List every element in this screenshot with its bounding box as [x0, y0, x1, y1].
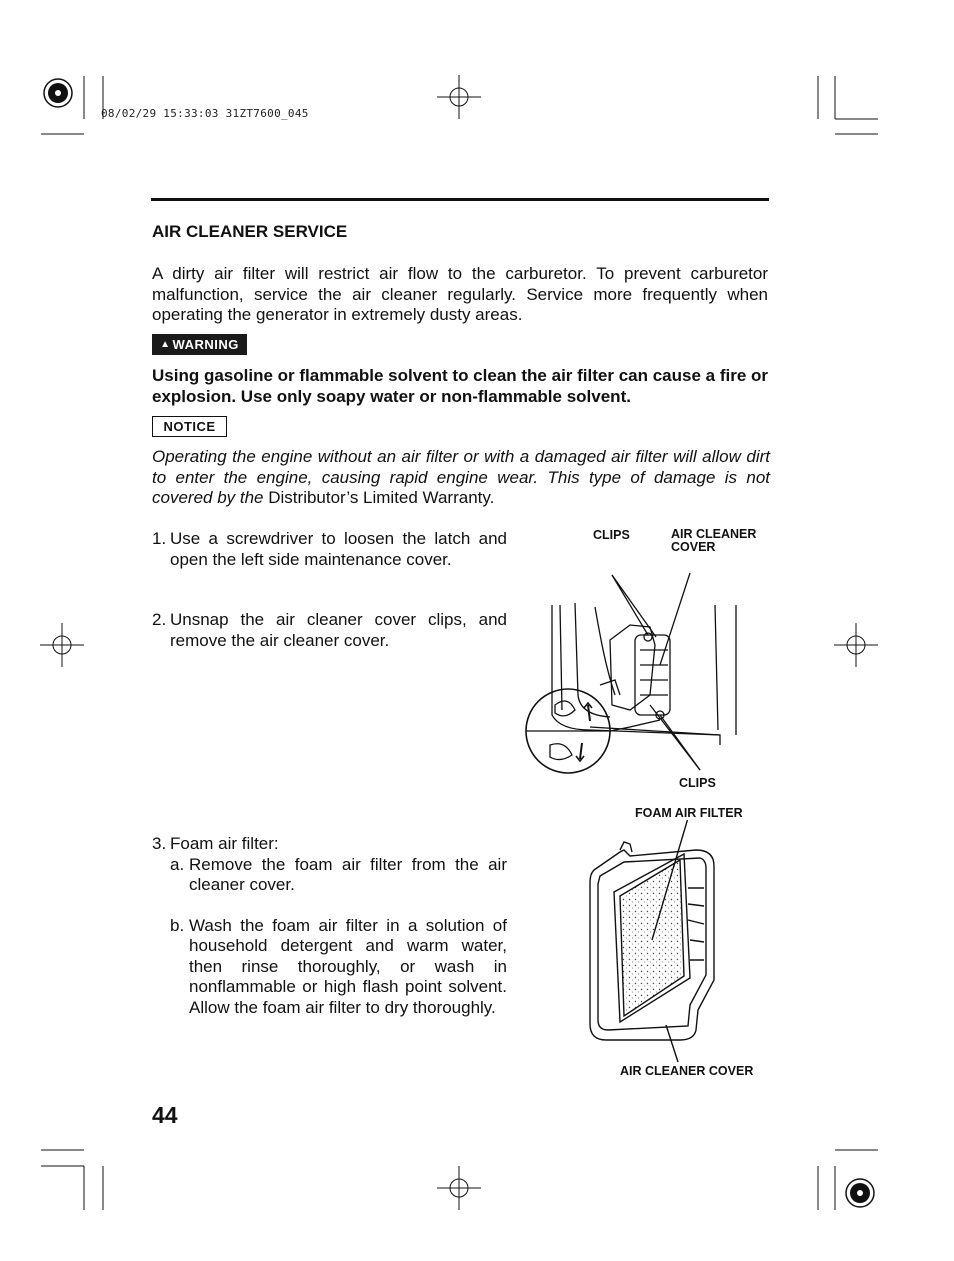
warning-badge [152, 334, 247, 355]
notice-roman: Distributor’s Limited Warranty. [268, 488, 495, 507]
step-text: Foam air filter: [170, 834, 279, 853]
print-stamp: 08/02/29 15:33:03 31ZT7600_045 [101, 107, 309, 120]
warning-triangle-icon: ▲ [160, 339, 171, 350]
crosshair-right [834, 623, 878, 667]
fig2-label-filter: FOAM AIR FILTER [635, 806, 743, 820]
substep-text: Wash the foam air filter in a solution of household detergent and warm water, then rinse thoroughly, or wash in nonflammable or high flash point solvent. Allow the foam air filter to dry thoroughly. [189, 915, 507, 1017]
fig1-label-clips-bottom: CLIPS [679, 776, 716, 790]
step-2 [152, 610, 507, 651]
starburst-top-left [44, 79, 72, 107]
notice-text [152, 447, 770, 509]
substep-letter: b. [170, 915, 185, 935]
section-title: AIR CLEANER SERVICE [152, 222, 348, 241]
substep-a [170, 855, 507, 896]
fig1-label-clips-top: CLIPS [593, 528, 630, 542]
warning-text: Using gasoline or flammable solvent to clean the air filter can cause a fire or explosion. Use only soapy water or non-flammable solvent. [152, 366, 768, 406]
header-rule [151, 198, 769, 201]
crosshair-top [437, 75, 481, 119]
step-number: 1. [152, 529, 167, 548]
notice-italic: Operating the engine without an air filter or with a damaged air filter will allow dirt to enter the engine, causing rapid engine wear. This type of damage is not covered by the [152, 447, 770, 507]
page-number: 44 [152, 1102, 178, 1128]
substep-letter: a. [170, 854, 185, 874]
step-3 [152, 834, 507, 1018]
crosshair-left [40, 623, 84, 667]
starburst-bottom-right [846, 1179, 874, 1207]
foam-air-filter-illustration [580, 820, 730, 1065]
step-number: 3. [152, 834, 167, 853]
step-text: Use a screwdriver to loosen the latch and open the left side maintenance cover. [170, 529, 507, 569]
substep-text: Remove the foam air filter from the air cleaner cover. [189, 854, 507, 894]
step-text: Unsnap the air cleaner cover clips, and remove the air cleaner cover. [170, 610, 507, 650]
notice-badge: NOTICE [152, 416, 227, 437]
warning-badge-label: WARNING [172, 337, 239, 352]
crosshair-bottom [437, 1166, 481, 1210]
step-1 [152, 529, 507, 570]
fig1-label-cover: AIR CLEANER COVER [671, 527, 757, 554]
substep-b [170, 916, 507, 1019]
fig2-label-cover: AIR CLEANER COVER [620, 1064, 754, 1078]
air-cleaner-clips-illustration [520, 545, 780, 780]
step-number: 2. [152, 610, 167, 629]
intro-paragraph: A dirty air filter will restrict air flow to the carburetor. To prevent carburetor malfunction, service the air cleaner regularly. Service more frequently when operating the generator in extremely dusty areas. [152, 264, 768, 324]
